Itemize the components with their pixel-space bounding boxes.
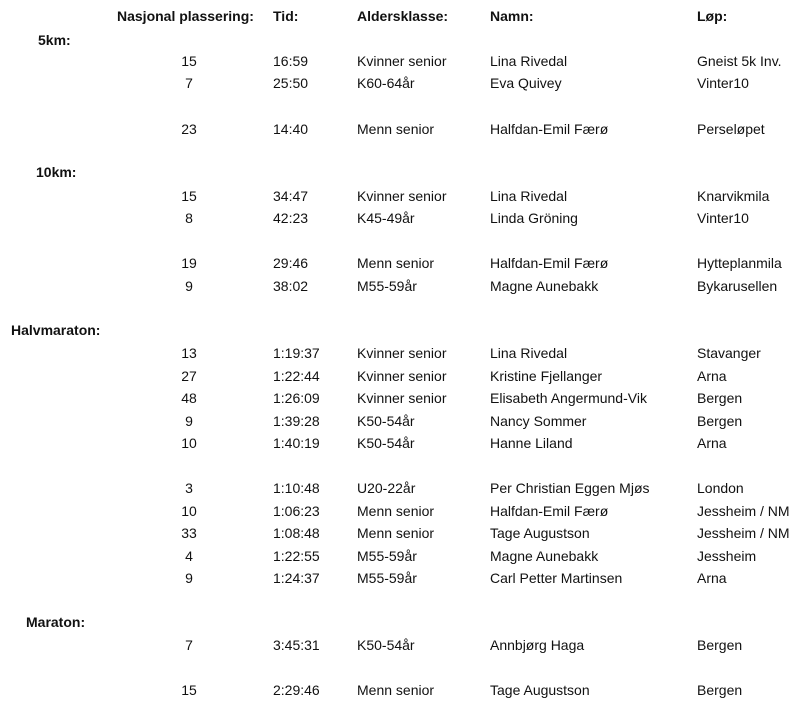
cell-time: 1:22:55	[273, 548, 320, 564]
cell-rank: 19	[181, 255, 197, 271]
cell-name: Tage Augustson	[490, 525, 590, 541]
cell-rank: 15	[181, 53, 197, 69]
section-label: 10km:	[36, 164, 77, 180]
cell-name: Magne Aunebakk	[490, 548, 599, 564]
cell-name: Elisabeth Angermund-Vik	[490, 390, 647, 406]
header-race: Løp:	[697, 8, 728, 24]
cell-name: Per Christian Eggen Mjøs	[490, 480, 650, 496]
cell-time: 14:40	[273, 121, 309, 137]
cell-age-class: Kvinner senior	[357, 345, 447, 361]
cell-rank: 10	[181, 435, 197, 451]
cell-race: Bergen	[697, 390, 743, 406]
cell-age-class: K60-64år	[357, 75, 415, 91]
cell-rank: 7	[185, 637, 193, 653]
header-name: Namn:	[490, 8, 534, 24]
header-age-class: Aldersklasse:	[357, 8, 449, 24]
cell-time: 29:46	[273, 255, 309, 271]
cell-name: Nancy Sommer	[490, 413, 587, 429]
cell-age-class: Kvinner senior	[357, 188, 447, 204]
cell-name: Annbjørg Haga	[490, 637, 585, 653]
cell-time: 1:24:37	[273, 570, 320, 586]
cell-rank: 9	[185, 278, 193, 294]
cell-name: Eva Quivey	[490, 75, 562, 91]
cell-name: Halfdan-Emil Færø	[490, 121, 609, 137]
cell-rank: 15	[181, 188, 197, 204]
cell-name: Tage Augustson	[490, 682, 590, 698]
cell-race: Bergen	[697, 637, 743, 653]
header-time: Tid:	[273, 8, 299, 24]
cell-time: 16:59	[273, 53, 309, 69]
cell-rank: 10	[181, 503, 197, 519]
cell-age-class: Menn senior	[357, 503, 435, 519]
cell-race: Bergen	[697, 413, 743, 429]
cell-rank: 9	[185, 570, 193, 586]
cell-age-class: K50-54år	[357, 637, 415, 653]
cell-time: 42:23	[273, 210, 309, 226]
section-label: 5km:	[38, 32, 71, 48]
cell-name: Kristine Fjellanger	[490, 368, 603, 384]
section-label: Maraton:	[26, 614, 86, 630]
section-label: Halvmaraton:	[11, 322, 101, 338]
cell-age-class: Kvinner senior	[357, 53, 447, 69]
cell-name: Magne Aunebakk	[490, 278, 599, 294]
cell-age-class: Menn senior	[357, 682, 435, 698]
cell-rank: 23	[181, 121, 197, 137]
cell-age-class: Menn senior	[357, 255, 435, 271]
cell-name: Halfdan-Emil Færø	[490, 503, 609, 519]
cell-race: Stavanger	[697, 345, 761, 361]
cell-rank: 15	[181, 682, 197, 698]
cell-race: Jessheim / NM	[697, 503, 790, 519]
cell-time: 25:50	[273, 75, 309, 91]
cell-race: Perseløpet	[697, 121, 765, 137]
cell-race: Gneist 5k Inv.	[697, 53, 782, 69]
cell-time: 1:06:23	[273, 503, 320, 519]
cell-rank: 7	[185, 75, 193, 91]
cell-rank: 3	[185, 480, 193, 496]
cell-time: 1:22:44	[273, 368, 320, 384]
cell-age-class: K50-54år	[357, 413, 415, 429]
cell-rank: 13	[181, 345, 197, 361]
cell-age-class: K50-54år	[357, 435, 415, 451]
cell-rank: 27	[181, 368, 197, 384]
cell-race: Arna	[697, 368, 727, 384]
cell-age-class: Menn senior	[357, 525, 435, 541]
cell-race: Knarvikmila	[697, 188, 770, 204]
cell-time: 34:47	[273, 188, 309, 204]
cell-time: 1:08:48	[273, 525, 320, 541]
cell-age-class: M55-59år	[357, 278, 417, 294]
cell-name: Linda Gröning	[490, 210, 578, 226]
cell-race: Jessheim / NM	[697, 525, 790, 541]
cell-time: 3:45:31	[273, 637, 320, 653]
header-rank: Nasjonal plassering:	[117, 8, 254, 24]
cell-time: 1:10:48	[273, 480, 320, 496]
cell-race: Vinter10	[697, 75, 749, 91]
cell-rank: 33	[181, 525, 197, 541]
cell-race: Arna	[697, 435, 727, 451]
cell-time: 2:29:46	[273, 682, 320, 698]
cell-age-class: M55-59år	[357, 570, 417, 586]
cell-rank: 8	[185, 210, 193, 226]
cell-race: Bergen	[697, 682, 743, 698]
cell-age-class: U20-22år	[357, 480, 416, 496]
cell-race: Hytteplanmila	[697, 255, 782, 271]
cell-name: Lina Rivedal	[490, 188, 568, 204]
cell-age-class: K45-49år	[357, 210, 415, 226]
cell-name: Halfdan-Emil Færø	[490, 255, 609, 271]
cell-race: London	[697, 480, 744, 496]
cell-age-class: Kvinner senior	[357, 368, 447, 384]
cell-time: 1:19:37	[273, 345, 320, 361]
cell-age-class: M55-59år	[357, 548, 417, 564]
cell-race: Bykarusellen	[697, 278, 778, 294]
cell-age-class: Kvinner senior	[357, 390, 447, 406]
cell-name: Hanne Liland	[490, 435, 573, 451]
cell-name: Carl Petter Martinsen	[490, 570, 623, 586]
cell-age-class: Menn senior	[357, 121, 435, 137]
cell-time: 1:39:28	[273, 413, 320, 429]
cell-name: Lina Rivedal	[490, 53, 568, 69]
cell-race: Arna	[697, 570, 727, 586]
cell-race: Vinter10	[697, 210, 749, 226]
cell-name: Lina Rivedal	[490, 345, 568, 361]
cell-time: 1:26:09	[273, 390, 320, 406]
cell-rank: 4	[185, 548, 193, 564]
cell-rank: 9	[185, 413, 193, 429]
cell-rank: 48	[181, 390, 197, 406]
cell-race: Jessheim	[697, 548, 757, 564]
cell-time: 38:02	[273, 278, 309, 294]
cell-time: 1:40:19	[273, 435, 320, 451]
